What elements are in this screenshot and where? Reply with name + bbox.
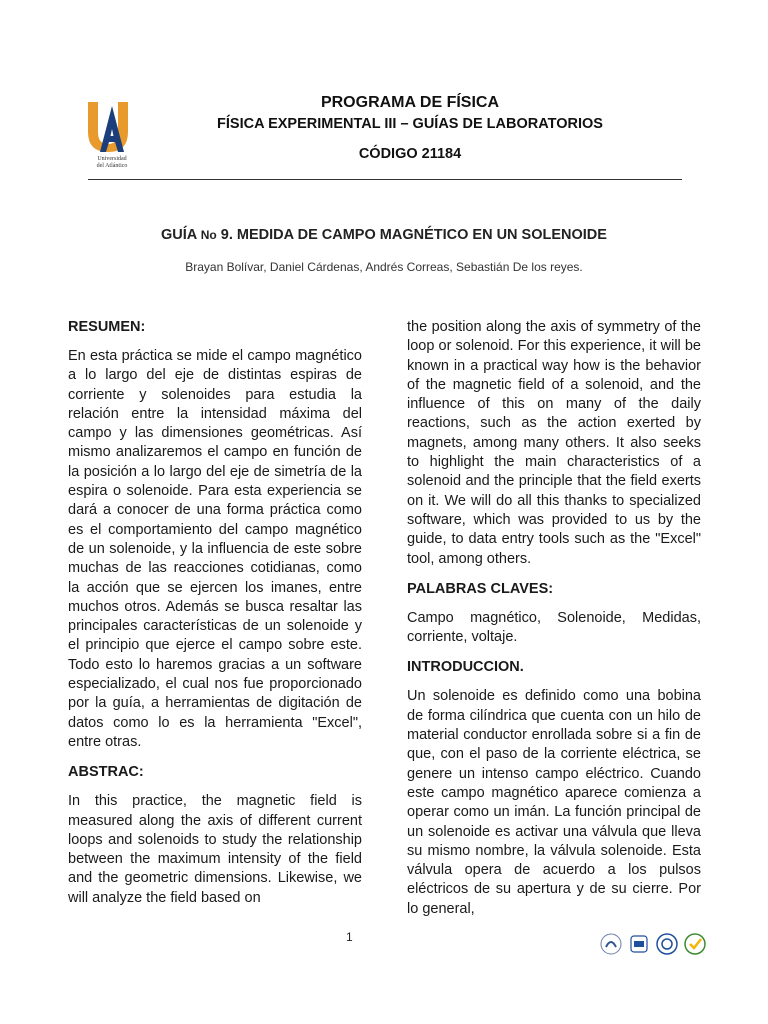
left-column [68,318,362,919]
guide-title [0,227,768,243]
certification-badge-2-icon [628,933,650,955]
right-column [407,318,701,930]
intro-heading: INTRODUCCION. [407,659,524,676]
certification-badge-1-icon [600,933,622,955]
resumen-text: En esta práctica se mide el campo magnético a lo largo del eje de distintas espiras de corriente y solenoides para estudia la relación entre la intensidad máxima del campo y las dimensiones geométricas. Así mismo analizaremos el campo en función de la posición a lo largo del eje de simetría de la espira o solenoide. Para esta experiencia se dará a conocer de una forma práctica como es el comportamiento del campo magnético de un solenoide, y la influencia de este sobre muchas de las reacciones cotidianas, como la acción que se ejercen los imanes, entre muchos otros. Además se busca resaltar las principales características de un solenoide y el principio que ejerce el campo sobre este. Todo esto lo haremos gracias a un software especializado, el cual nos fue proporcionado por la guía, a herramientas de digitación de datos como lo es la herramienta "Excel", entre otras. [68,348,362,750]
certification-badge-4-icon [684,933,706,955]
abstract-text-part1: In this practice, the magnetic field is measured along the axis of different current loops and solenoids to study the relationship between the maximum intensity of the field and the geometric dimensions. Likewise, we will analyze the field based on [68,793,362,906]
course-code: CÓDIGO 21184 [358,146,462,162]
authors: Brayan Bolívar, Daniel Cárdenas, Andrés Correas, Sebastián De los reyes. [185,260,583,274]
page-number: 1 [346,930,353,944]
abstract-text-part2: the position along the axis of symmetry of the loop or solenoid. For this experience, it will be known in a practical way how is the behavior of the magnetic field of a solenoid, and the influence of this on many of the daily reactions, such as the action exerted by magnets, among many others. It also seeks to highlight the main characteristics of a solenoid and the principle that the field exerts on it. We will do all this thanks to specialized software, which was provided to us by the guide, to data entry tools such as the "Excel" tool, among others. [407,319,701,567]
guide-number: 9. [220,227,233,243]
course-title: FÍSICA EXPERIMENTAL III – GUÍAS DE LABORATORIOS [217,116,603,132]
intro-text: Un solenoide es definido como una bobina de forma cilíndrica que cuenta con un hilo de material conductor enrollada sobre si a fin de que, con el paso de la corriente eléctrica, se genere un intenso campo eléctrico. Cuando este campo magnético aparece comienza a operar como un imán. La función principal de un solenoide es activar una válvula que lleva su mismo nombre, la válvula solenoide. Esta válvula opera de acuerdo a los pulsos eléctricos de su apertura y de su cierre. Por lo general, [407,688,701,917]
university-logo [84,98,140,174]
abstract-heading: ABSTRAC: [68,764,144,781]
svg-text:del Atlántico: del Atlántico [96,163,128,169]
keywords-heading: PALABRAS CLAVES: [407,580,554,597]
guide-prefix: GUÍA [161,227,197,243]
resumen-heading: RESUMEN: [68,319,146,335]
keywords-text: Campo magnético, Solenoide, Medidas, corriente, voltaje. [407,609,701,646]
program-title: PROGRAMA DE FÍSICA [320,94,500,111]
header-divider [88,179,682,180]
certification-badges [600,929,706,959]
svg-text:Universidad: Universidad [97,156,127,162]
guide-no: No [200,228,217,242]
guide-name: MEDIDA DE CAMPO MAGNÉTICO EN UN SOLENOIDE [236,227,607,243]
certification-badge-3-icon [656,933,678,955]
